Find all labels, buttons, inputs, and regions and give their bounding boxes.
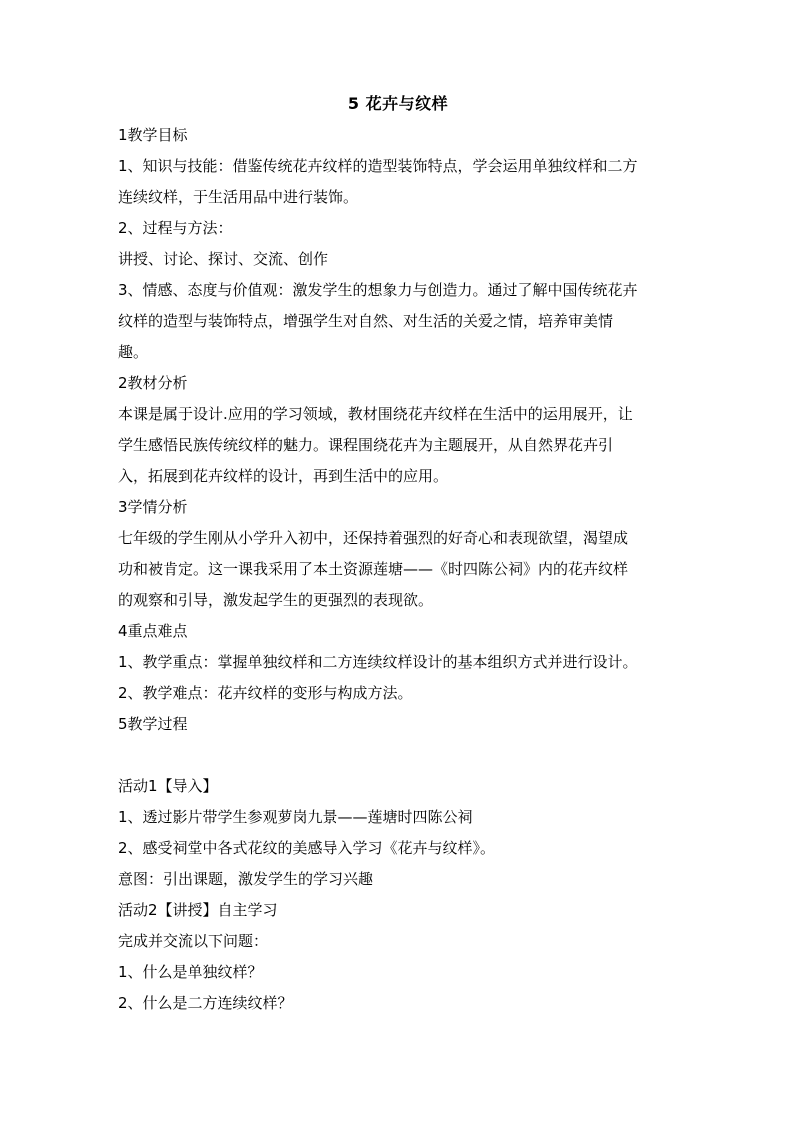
question-line: 1、什么是单独纹样？ — [118, 963, 263, 981]
paragraph-line: 3、情感、态度与价值观：激发学生的想象力与创造力。通过了解中国传统花卉 — [118, 281, 638, 299]
blank-line — [118, 740, 678, 771]
section-heading-objectives: 1教学目标 — [118, 126, 188, 144]
section-heading-key-points: 4重点难点 — [118, 622, 188, 640]
question-line: 2、什么是二方连续纹样？ — [118, 994, 293, 1012]
paragraph-line: 2、感受祠堂中各式花纹的美感导入学习《花卉与纹样》。 — [118, 839, 496, 857]
paragraph-line: 趣。 — [118, 343, 149, 361]
paragraph-line: 的观察和引导，激发起学生的更强烈的表现欲。 — [118, 591, 434, 609]
paragraph-line: 1、知识与技能：借鉴传统花卉纹样的造型装饰特点，学会运用单独纹样和二方 — [118, 157, 638, 175]
paragraph-line: 2、过程与方法： — [118, 219, 233, 237]
document-title: 5 花卉与纹样 — [347, 94, 449, 113]
activity-heading: 活动2【讲授】自主学习 — [118, 901, 278, 919]
paragraph-line: 七年级的学生刚从小学升入初中，还保持着强烈的好奇心和表现欲望，渴望成 — [118, 529, 629, 547]
paragraph-line: 讲授、讨论、探讨、交流、创作 — [118, 250, 329, 268]
paragraph-line: 功和被肯定。这一课我采用了本土资源莲塘——《时四陈公祠》内的花卉纹样 — [118, 560, 629, 578]
section-heading-textbook-analysis: 2教材分析 — [118, 374, 188, 392]
paragraph-line: 连续纹样，于生活用品中进行装饰。 — [118, 188, 359, 206]
paragraph-line: 本课是属于设计.应用的学习领域，教材围绕花卉纹样在生活中的运用展开，让 — [118, 405, 633, 423]
paragraph-line: 1、透过影片带学生参观萝岗九景——莲塘时四陈公祠 — [118, 808, 473, 826]
paragraph-line: 意图：引出课题，激发学生的学习兴趣 — [118, 870, 374, 888]
paragraph-line: 1、教学重点：掌握单独纹样和二方连续纹样设计的基本组织方式并进行设计。 — [118, 653, 638, 671]
paragraph-line: 学生感悟民族传统纹样的魅力。课程围绕花卉为主题展开，从自然界花卉引 — [118, 436, 614, 454]
paragraph-line: 完成并交流以下问题： — [118, 932, 269, 950]
paragraph-line: 入，拓展到花卉纹样的设计，再到生活中的应用。 — [118, 467, 449, 485]
paragraph-line: 纹样的造型与装饰特点，增强学生对自然、对生活的关爱之情，培养审美情 — [118, 312, 614, 330]
paragraph-line: 2、教学难点：花卉纹样的变形与构成方法。 — [118, 684, 413, 702]
activity-heading: 活动1【导入】 — [118, 777, 218, 795]
section-heading-student-analysis: 3学情分析 — [118, 498, 188, 516]
section-heading-teaching-process: 5教学过程 — [118, 715, 188, 733]
document-page — [118, 92, 678, 1019]
